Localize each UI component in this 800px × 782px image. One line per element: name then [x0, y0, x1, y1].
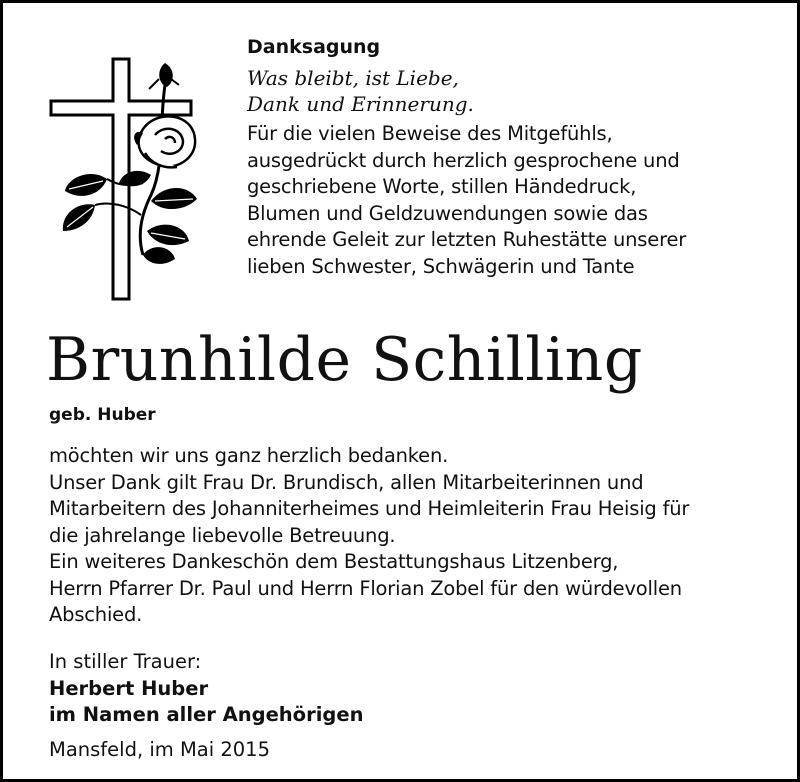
motto-line: Was bleibt, ist Liebe, — [247, 66, 459, 90]
signatory-name: Herbert Huber — [49, 676, 209, 700]
motto-line: Dank und Erinnerung. — [247, 92, 474, 116]
cross-with-rose-icon — [47, 55, 207, 303]
intro-line: Blumen und Geldzuwendungen sowie das — [247, 201, 648, 225]
body-paragraph — [49, 443, 789, 629]
body-line: Unser Dank gilt Frau Dr. Brundisch, allen Mitarbeiterinnen und — [49, 470, 644, 494]
intro-line: ausgedrückt durch herzlich gesprochene und — [247, 148, 680, 172]
body-line: Ein weiteres Dankeschön dem Bestattungshaus Litzenberg, — [49, 550, 619, 573]
intro-paragraph — [247, 121, 777, 280]
intro-line: lieben Schwester, Schwägerin und Tante — [247, 254, 635, 278]
body-line: Abschied. — [49, 603, 143, 626]
signatory-note: im Namen aller Angehörigen — [49, 703, 364, 726]
body-line: die jahrelange liebevolle Betreuung. — [49, 523, 396, 547]
deceased-name: Brunhilde Schilling — [46, 325, 643, 395]
body-line: möchten wir uns ganz herzlich bedanken. — [49, 444, 449, 467]
maiden-name: geb. Huber — [49, 405, 156, 425]
place-date: Mansfeld, im Mai 2015 — [49, 737, 270, 761]
heading-danksagung: Danksagung — [247, 36, 381, 58]
intro-line: ehrende Geleit zur letzten Ruhestätte unserer — [247, 228, 687, 251]
body-line: Mitarbeitern des Johanniterheimes und Heimleiterin Frau Heisig für — [49, 497, 690, 520]
intro-line: geschriebene Worte, stillen Händedruck, — [247, 175, 637, 198]
motto — [247, 65, 777, 117]
body-line: Herrn Pfarrer Dr. Paul und Herrn Florian Zobel für den würdevollen — [49, 576, 682, 600]
signature-block — [49, 649, 363, 763]
intro-line: Für die vielen Beweise des Mitgefühls, — [247, 122, 613, 145]
mourning-label: In stiller Trauer: — [49, 650, 202, 673]
